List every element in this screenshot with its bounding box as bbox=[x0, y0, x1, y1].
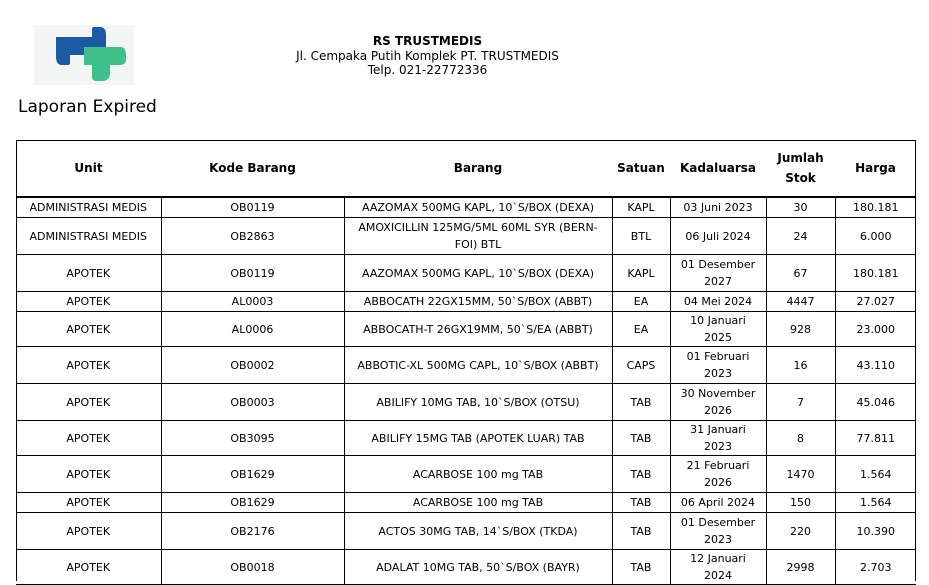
cell-kode: OB1629 bbox=[161, 493, 344, 513]
cell-satuan: KAPL bbox=[612, 197, 670, 218]
cell-kode: AL0003 bbox=[161, 292, 344, 312]
column-header-satuan: Satuan bbox=[612, 140, 670, 197]
column-header-stok: Jumlah Stok bbox=[766, 140, 835, 197]
cell-kadaluarsa: 04 Mei 2024 bbox=[670, 292, 766, 312]
cell-harga: 6.000 bbox=[835, 218, 916, 255]
table-row bbox=[16, 456, 916, 493]
cell-stok: 7 bbox=[766, 384, 835, 421]
cell-satuan: KAPL bbox=[612, 255, 670, 292]
cell-barang: AAZOMAX 500MG KAPL, 10`S/BOX (DEXA) bbox=[344, 255, 612, 292]
cell-unit: APOTEK bbox=[16, 493, 161, 513]
cell-kadaluarsa: 06 Juli 2024 bbox=[670, 218, 766, 255]
cell-satuan: TAB bbox=[612, 384, 670, 421]
table-header-row bbox=[16, 140, 916, 197]
table-row bbox=[16, 421, 916, 456]
cell-harga: 10.390 bbox=[835, 513, 916, 550]
cell-stok: 4447 bbox=[766, 292, 835, 312]
cell-unit: APOTEK bbox=[16, 456, 161, 493]
cell-harga: 1.564 bbox=[835, 456, 916, 493]
cell-unit: APOTEK bbox=[16, 421, 161, 456]
cell-kode: OB0119 bbox=[161, 197, 344, 218]
cell-harga: 1.564 bbox=[835, 493, 916, 513]
table-row bbox=[16, 347, 916, 384]
column-header-kadaluarsa: Kadaluarsa bbox=[670, 140, 766, 197]
cell-stok: 16 bbox=[766, 347, 835, 384]
hospital-phone: Telp. 021-22772336 bbox=[367, 63, 488, 77]
cell-kadaluarsa: 10 Januari 2025 bbox=[670, 312, 766, 347]
cell-satuan: TAB bbox=[612, 421, 670, 456]
cell-kode: OB0018 bbox=[161, 550, 344, 585]
column-header-kode: Kode Barang bbox=[161, 140, 344, 197]
table-row bbox=[16, 312, 916, 347]
column-header-barang: Barang bbox=[344, 140, 612, 197]
cell-stok: 67 bbox=[766, 255, 835, 292]
cell-satuan: TAB bbox=[612, 513, 670, 550]
hospital-address: Jl. Cempaka Putih Komplek PT. TRUSTMEDIS bbox=[296, 48, 559, 63]
hospital-name: RS TRUSTMEDIS bbox=[372, 34, 483, 48]
cell-stok: 1470 bbox=[766, 456, 835, 493]
cell-harga: 180.181 bbox=[835, 255, 916, 292]
cell-kadaluarsa: 01 Februari 2023 bbox=[670, 347, 766, 384]
cell-kadaluarsa: 03 Juni 2023 bbox=[670, 197, 766, 218]
cell-kode: OB2863 bbox=[161, 218, 344, 255]
cell-satuan: TAB bbox=[612, 493, 670, 513]
cell-unit: ADMINISTRASI MEDIS bbox=[16, 218, 161, 255]
table-row bbox=[16, 218, 916, 255]
cell-unit: APOTEK bbox=[16, 513, 161, 550]
cell-harga: 77.811 bbox=[835, 421, 916, 456]
cell-barang: ADALAT 10MG TAB, 50`S/BOX (BAYR) bbox=[344, 550, 612, 585]
table-row bbox=[16, 550, 916, 585]
cell-kadaluarsa: 01 Desember 2027 bbox=[670, 255, 766, 292]
cell-kadaluarsa: 01 Desember 2023 bbox=[670, 513, 766, 550]
cell-barang: ABBOTIC-XL 500MG CAPL, 10`S/BOX (ABBT) bbox=[344, 347, 612, 384]
cell-barang: AMOXICILLIN 125MG/5ML 60ML SYR (BERN-FOI) BTL bbox=[344, 218, 612, 255]
table-row bbox=[16, 255, 916, 292]
table-row bbox=[16, 197, 916, 218]
expired-report-table bbox=[16, 140, 916, 585]
cell-harga: 43.110 bbox=[835, 347, 916, 384]
cell-satuan: EA bbox=[612, 312, 670, 347]
cell-stok: 220 bbox=[766, 513, 835, 550]
cell-barang: ABILIFY 15MG TAB (APOTEK LUAR) TAB bbox=[344, 421, 612, 456]
cell-kode: OB2176 bbox=[161, 513, 344, 550]
cell-harga: 23.000 bbox=[835, 312, 916, 347]
cell-satuan: CAPS bbox=[612, 347, 670, 384]
cell-kadaluarsa: 21 Februari 2026 bbox=[670, 456, 766, 493]
cell-barang: ACARBOSE 100 mg TAB bbox=[344, 493, 612, 513]
cell-unit: APOTEK bbox=[16, 255, 161, 292]
cell-kode: OB0003 bbox=[161, 384, 344, 421]
table-body bbox=[16, 197, 916, 585]
table-row bbox=[16, 513, 916, 550]
cell-stok: 8 bbox=[766, 421, 835, 456]
logo-cross-icon bbox=[34, 25, 134, 85]
cell-kode: OB1629 bbox=[161, 456, 344, 493]
report-title: Laporan Expired bbox=[18, 97, 157, 117]
cell-satuan: EA bbox=[612, 292, 670, 312]
cell-satuan: TAB bbox=[612, 456, 670, 493]
cell-barang: ABBOCATH-T 26GX19MM, 50`S/EA (ABBT) bbox=[344, 312, 612, 347]
column-header-unit: Unit bbox=[16, 140, 161, 197]
cell-unit: APOTEK bbox=[16, 384, 161, 421]
cell-unit: APOTEK bbox=[16, 312, 161, 347]
cell-kode: AL0006 bbox=[161, 312, 344, 347]
cell-stok: 30 bbox=[766, 197, 835, 218]
cell-harga: 2.703 bbox=[835, 550, 916, 585]
cell-barang: AAZOMAX 500MG KAPL, 10`S/BOX (DEXA) bbox=[344, 197, 612, 218]
cell-stok: 2998 bbox=[766, 550, 835, 585]
cell-kode: OB3095 bbox=[161, 421, 344, 456]
cell-stok: 928 bbox=[766, 312, 835, 347]
cell-barang: ACTOS 30MG TAB, 14`S/BOX (TKDA) bbox=[344, 513, 612, 550]
cell-barang: ABILIFY 10MG TAB, 10`S/BOX (OTSU) bbox=[344, 384, 612, 421]
column-header-harga: Harga bbox=[835, 140, 916, 197]
cell-kode: OB0002 bbox=[161, 347, 344, 384]
cell-stok: 24 bbox=[766, 218, 835, 255]
cell-stok: 150 bbox=[766, 493, 835, 513]
hospital-logo bbox=[34, 25, 134, 85]
cell-unit: APOTEK bbox=[16, 292, 161, 312]
cell-satuan: BTL bbox=[612, 218, 670, 255]
table-row bbox=[16, 384, 916, 421]
hospital-header bbox=[240, 34, 615, 78]
cell-unit: APOTEK bbox=[16, 550, 161, 585]
cell-unit: ADMINISTRASI MEDIS bbox=[16, 197, 161, 218]
cell-satuan: TAB bbox=[612, 550, 670, 585]
cell-harga: 45.046 bbox=[835, 384, 916, 421]
table-row bbox=[16, 493, 916, 513]
cell-harga: 27.027 bbox=[835, 292, 916, 312]
cell-unit: APOTEK bbox=[16, 347, 161, 384]
cell-kadaluarsa: 30 November 2026 bbox=[670, 384, 766, 421]
cell-barang: ABBOCATH 22GX15MM, 50`S/BOX (ABBT) bbox=[344, 292, 612, 312]
table-row bbox=[16, 292, 916, 312]
cell-kadaluarsa: 31 Januari 2023 bbox=[670, 421, 766, 456]
cell-harga: 180.181 bbox=[835, 197, 916, 218]
cell-barang: ACARBOSE 100 mg TAB bbox=[344, 456, 612, 493]
cell-kadaluarsa: 12 Januari 2024 bbox=[670, 550, 766, 585]
cell-kode: OB0119 bbox=[161, 255, 344, 292]
cell-kadaluarsa: 06 April 2024 bbox=[670, 493, 766, 513]
